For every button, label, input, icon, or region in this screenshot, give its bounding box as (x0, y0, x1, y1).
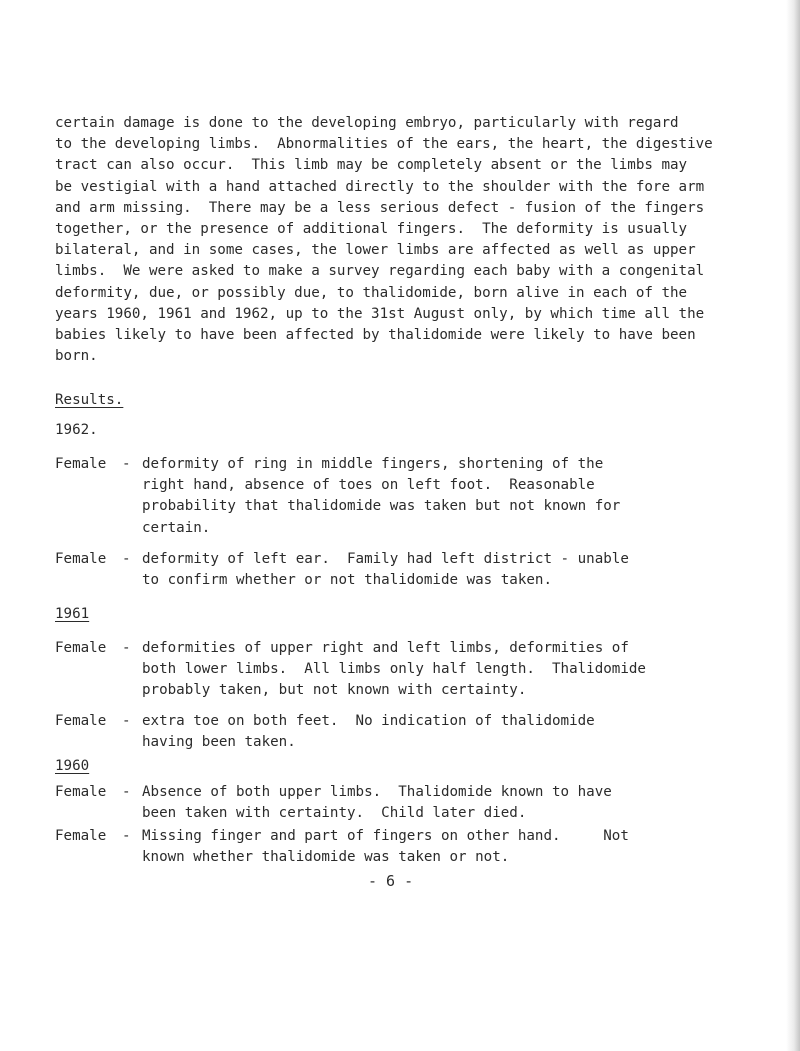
case-description-line: probability that thalidomide was taken but not known for (142, 498, 621, 515)
case-sex: Female (55, 456, 107, 472)
case-sex: Female (55, 551, 107, 567)
case-description-line: been taken with certainty. Child later died. (142, 805, 527, 822)
intro-line: born. (55, 348, 98, 365)
year-heading-1961: 1961 (55, 606, 90, 622)
intro-line: deformity, due, or possibly due, to thalidomide, born alive in each of the (55, 284, 688, 301)
case-description (142, 711, 792, 753)
case-description-line: Missing finger and part of fingers on other hand. Not (142, 828, 629, 844)
page-number: - 6 - (368, 872, 414, 890)
case-description (142, 782, 792, 824)
case-sex: Female (55, 784, 107, 800)
case-dash: - (122, 828, 131, 844)
intro-line: and arm missing. There may be a less serious defect - fusion of the fingers (55, 199, 705, 216)
year-heading-1962: 1962. (55, 422, 98, 438)
case-dash: - (122, 784, 131, 800)
case-dash: - (122, 551, 131, 567)
intro-line: years 1960, 1961 and 1962, up to the 31st August only, by which time all the (55, 305, 705, 322)
case-description-line: extra toe on both feet. No indication of thalidomide (142, 713, 595, 729)
intro-line: together, or the presence of additional fingers. The deformity is usually (55, 221, 688, 238)
intro-line: to the developing limbs. Abnormalities of the ears, the heart, the digestive (55, 136, 713, 153)
case-description-line: having been taken. (142, 734, 296, 751)
case-description (142, 638, 792, 702)
case-description-line: Absence of both upper limbs. Thalidomide known to have (142, 784, 612, 800)
case-description-line: to confirm whether or not thalidomide was taken. (142, 572, 552, 589)
case-dash: - (122, 640, 131, 656)
case-description-line: deformity of left ear. Family had left district - unable (142, 551, 629, 567)
intro-line: bilateral, and in some cases, the lower limbs are affected as well as upper (55, 242, 696, 259)
case-description-line: probably taken, but not known with certainty. (142, 682, 527, 699)
case-dash: - (122, 713, 131, 729)
results-heading: Results. (55, 392, 124, 408)
intro-paragraph (55, 113, 790, 367)
intro-line: be vestigial with a hand attached directly to the shoulder with the fore arm (55, 178, 705, 195)
intro-line: certain damage is done to the developing embryo, particularly with regard (55, 115, 679, 131)
case-sex: Female (55, 828, 107, 844)
case-description-line: right hand, absence of toes on left foot. Reasonable (142, 477, 595, 494)
case-description-line: deformities of upper right and left limbs, deformities of (142, 640, 629, 656)
intro-line: tract can also occur. This limb may be completely absent or the limbs may (55, 157, 688, 174)
case-description-line: deformity of ring in middle fingers, shortening of the (142, 456, 604, 472)
case-description (142, 454, 792, 539)
case-sex: Female (55, 713, 107, 729)
year-heading-1960: 1960 (55, 758, 90, 774)
intro-line: babies likely to have been affected by thalidomide were likely to have been (55, 327, 696, 344)
case-sex: Female (55, 640, 107, 656)
case-description-line: known whether thalidomide was taken or not. (142, 849, 510, 866)
case-description (142, 826, 792, 868)
case-description-line: both lower limbs. All limbs only half length. Thalidomide (142, 661, 646, 678)
case-dash: - (122, 456, 131, 472)
case-description-line: certain. (142, 519, 211, 536)
case-description (142, 549, 792, 591)
intro-line: limbs. We were asked to make a survey regarding each baby with a congenital (55, 263, 705, 280)
